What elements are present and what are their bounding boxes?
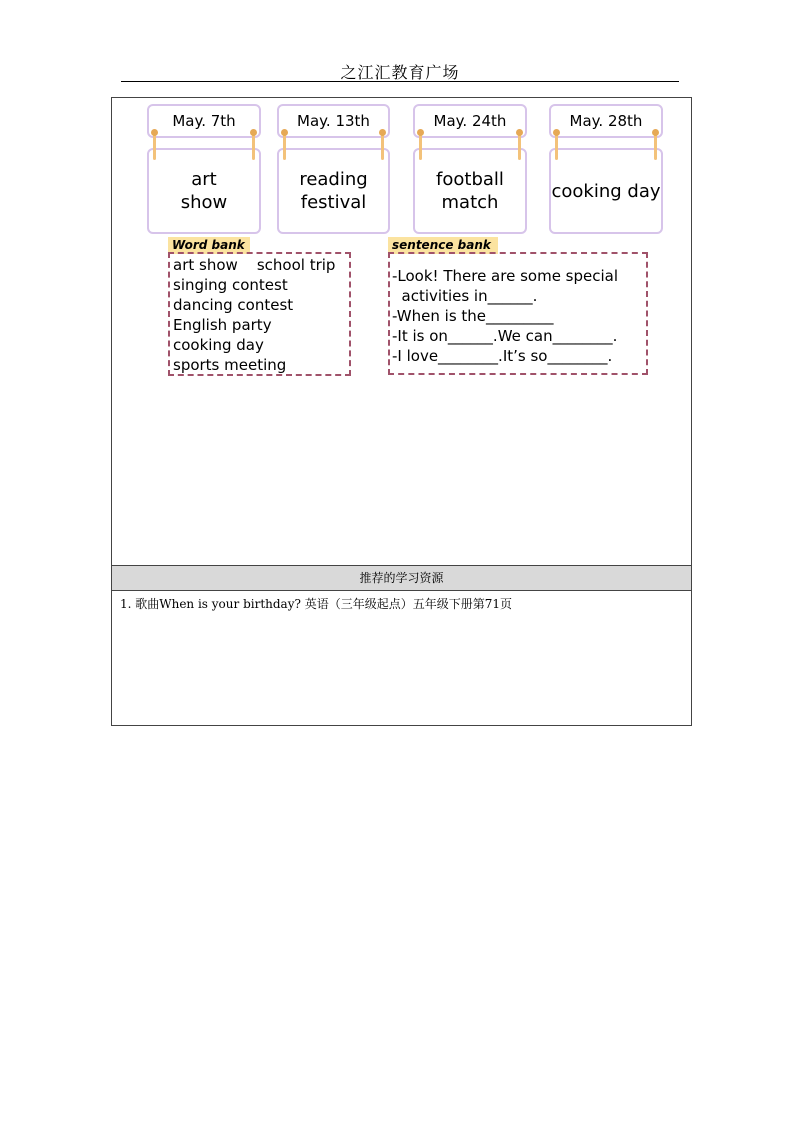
date-tab: May. 7th: [147, 104, 261, 138]
binder-ring-icon: [419, 132, 422, 160]
date-tab: May. 13th: [277, 104, 390, 138]
sentence-bank-line: -It is on______.We can________.: [392, 327, 618, 345]
binder-ring-icon: [153, 132, 156, 160]
activity-card: [549, 148, 663, 234]
sentence-bank-line: -When is the_________: [392, 307, 554, 325]
header-title: 之江汇教育广场: [340, 63, 460, 82]
header-rule: [121, 81, 679, 82]
binder-ring-icon: [654, 132, 657, 160]
sentence-bank-line: -Look! There are some special: [392, 267, 619, 285]
word-bank-box: [168, 252, 351, 376]
word-bank-line: cooking day: [173, 336, 264, 354]
word-bank-line: art show school trip: [173, 256, 336, 274]
binder-ring-icon: [555, 132, 558, 160]
word-bank-line: English party: [173, 316, 272, 334]
activity-card: [413, 148, 527, 234]
word-bank-line: sports meeting: [173, 356, 287, 374]
sentence-bank-box: [388, 252, 648, 375]
binder-ring-icon: [283, 132, 286, 160]
resource-item: 1. 歌曲When is your birthday? 英语（三年级起点）五年级下册第71页: [120, 597, 513, 611]
activity-text: football: [436, 169, 504, 190]
sentence-bank-line: activities in______.: [392, 287, 538, 305]
activity-card: [277, 148, 390, 234]
binder-ring-icon: [252, 132, 255, 160]
date-tab: May. 24th: [413, 104, 527, 138]
resources-heading: 推荐的学习资源: [112, 565, 691, 591]
content-table: [111, 97, 692, 726]
activity-text: show: [180, 192, 228, 213]
activity-card: [147, 148, 261, 234]
activity-text: cooking day: [551, 180, 661, 202]
activity-text: match: [441, 192, 499, 213]
sentence-bank-line: -I love________.It’s so________.: [392, 347, 613, 365]
date-tab: May. 28th: [549, 104, 663, 138]
activity-text: festival: [300, 192, 367, 213]
word-bank-label: Word bank: [168, 237, 250, 254]
word-bank-line: singing contest: [173, 276, 288, 294]
binder-ring-icon: [381, 132, 384, 160]
binder-ring-icon: [518, 132, 521, 160]
activity-text: art: [191, 169, 217, 190]
activity-text: reading: [299, 169, 368, 190]
word-bank-line: dancing contest: [173, 296, 294, 314]
sentence-bank-label: sentence bank: [388, 237, 498, 254]
